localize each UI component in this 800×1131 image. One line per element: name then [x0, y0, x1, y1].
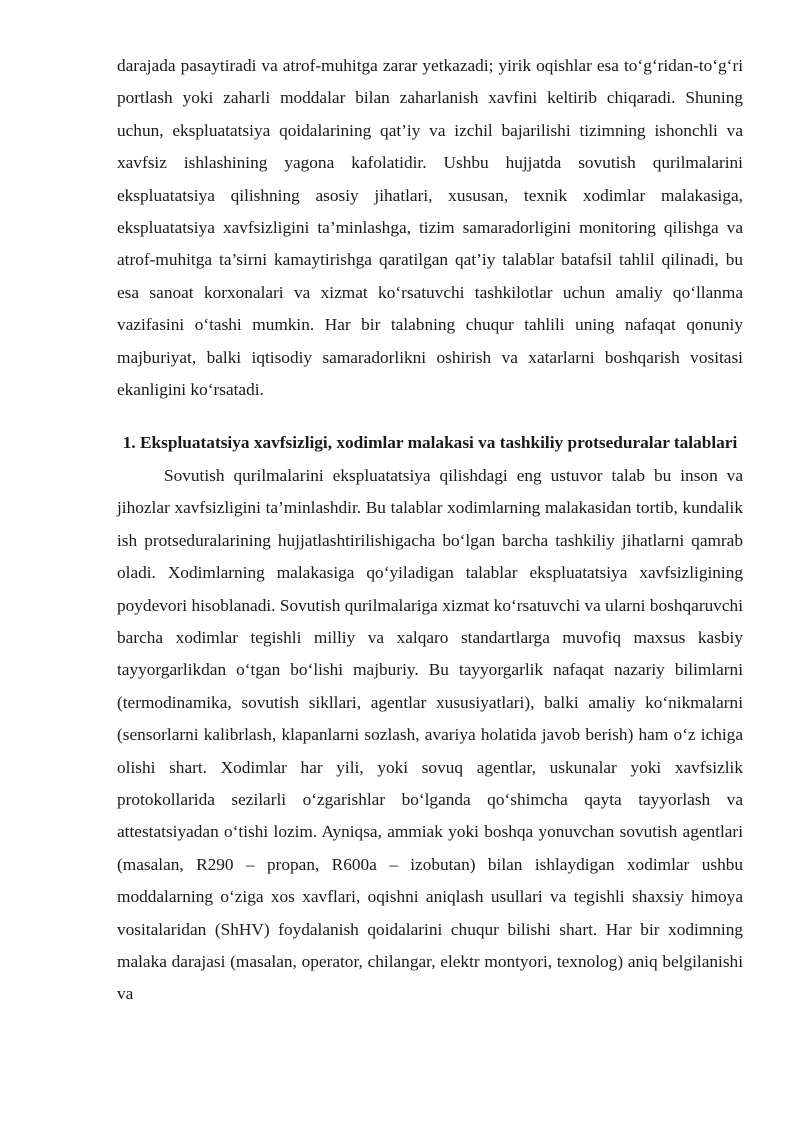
section-heading: 1. Ekspluatatsiya xavfsizligi, xodimlar malakasi va tashkiliy protseduralar talablari [122, 433, 738, 453]
intro-paragraph: darajada pasaytiradi va atrof-muhitga zarar yetkazadi; yirik oqishlar esa to‘g‘ridan-to‘g‘ri portlash yoki zaharli moddalar bilan zaharlanish xavfini keltirib chiqaradi. Shuning uchun, ekspluatatsiya qoidalarining qat’iy va izchil bajarilishi tizimning ishonchli va xavfsiz ishlashining yagona kafolatidir. Ushbu hujjatda sovutish qurilmalarini ekspluatatsiya qilishning asosiy jihatlari, xususan, texnik xodimlar malakasiga, ekspluatatsiya xavfsizligini ta’minlashga, tizim samaradorligini monitoring qilishga va atrof-muhitga ta’sirni kamaytirishga qaratilgan qat’iy talablar batafsil tahlil qilinadi, bu esa sanoat korxonalari va xizmat ko‘rsatuvchi tashkilotlar uchun amaliy qo‘llanma vazifasini o‘tashi mumkin. Har bir talabning chuqur tahlili uning nafaqat qonuniy majburiyat, balki iqtisodiy samaradorlikni oshirish va xatarlarni boshqarish vositasi ekanligini ko‘rsatadi. [117, 56, 743, 400]
document-page [117, 50, 743, 1011]
section-paragraph: Sovutish qurilmalarini ekspluatatsiya qilishdagi eng ustuvor talab bu inson va jihozlar xavfsizligini ta’minlashdir. Bu talablar xodimlarning malakasidan tortib, kundalik ish protseduralarining hujjatlashtirilishigacha bo‘lgan barcha tashkiliy jihatlarni qamrab oladi. Xodimlarning malakasiga qo‘yiladigan talablar ekspluatatsiya xavfsizligining poydevori hisoblanadi. Sovutish qurilmalariga xizmat ko‘rsatuvchi va ularni boshqaruvchi barcha xodimlar tegishli milliy va xalqaro standartlarga muvofiq maxsus kasbiy tayyorgarlikdan o‘tgan bo‘lishi majburiy. Bu tayyorgarlik nafaqat nazariy bilimlarni (termodinamika, sovutish sikllari, agentlar xususiyatlari), balki amaliy ko‘nikmalarni (sensorlarni kalibrlash, klapanlarni sozlash, avariya holatida javob berish) ham o‘z ichiga olishi shart. Xodimlar har yili, yoki sovuq agentlar, uskunalar yoki xavfsizlik protokollarida sezilarli o‘zgarishlar bo‘lganda qo‘shimcha qayta tayyorlash va attestatsiyadan o‘tishi lozim. Ayniqsa, ammiak yoki boshqa yonuvchan sovutish agentlari (masalan, R290 – propan, R600a – izobutan) bilan ishlaydigan xodimlar ushbu moddalarning o‘ziga xos xavflari, oqishni aniqlash usullari va tegishli shaxsiy himoya vositalaridan (ShHV) foydalanish qoidalarini chuqur bilishi shart. Har bir xodimning malaka darajasi (masalan, operator, chilangar, elektr montyori, texnolog) aniq belgilanishi va [117, 465, 743, 1004]
